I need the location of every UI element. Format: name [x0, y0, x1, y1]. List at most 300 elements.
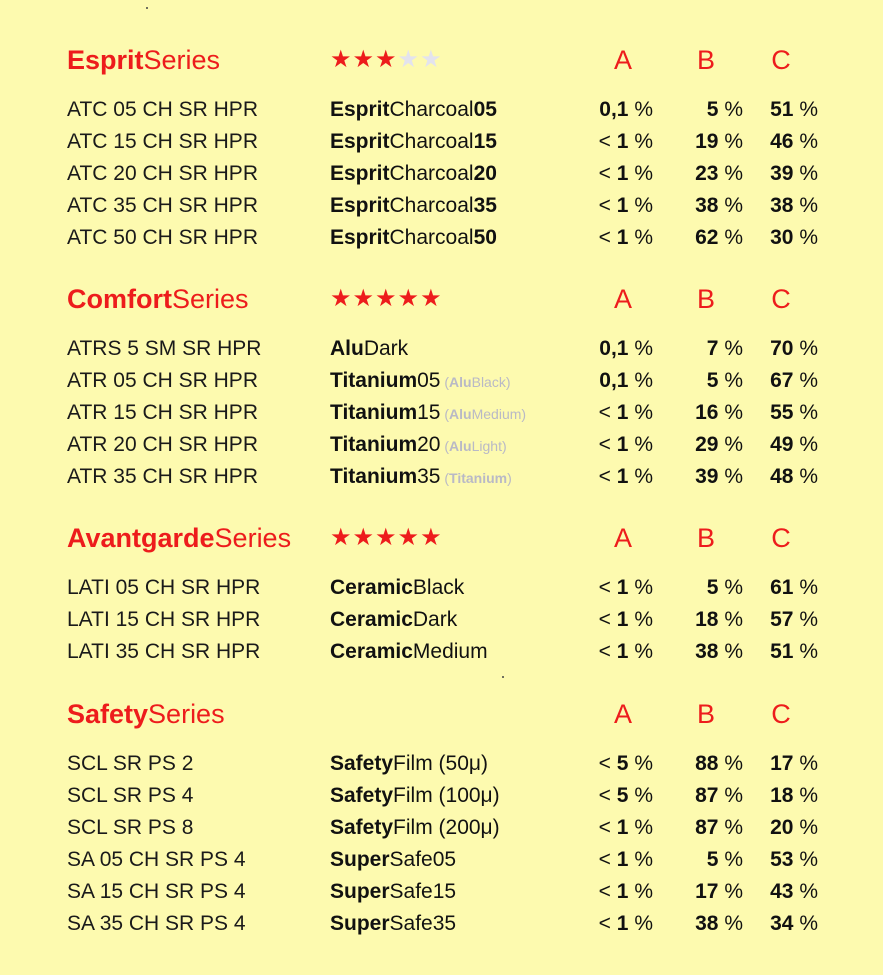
- product-name-mid: Film (50μ): [393, 752, 488, 775]
- value-b: [660, 397, 743, 429]
- value-b: [660, 365, 743, 397]
- product-name-tail: 50: [473, 226, 497, 249]
- value-a: [560, 748, 653, 780]
- percent-sign: %: [634, 465, 653, 488]
- percent-sign: %: [724, 369, 743, 392]
- value-c: [735, 604, 818, 636]
- product-name-mid: 05: [417, 369, 441, 392]
- product-name-mid: Film (100μ): [393, 784, 500, 807]
- percent-sign: %: [799, 912, 818, 935]
- percent-sign: %: [799, 401, 818, 424]
- product-name: [330, 397, 526, 430]
- value-c-number: 51: [770, 98, 794, 121]
- percent-sign: %: [634, 226, 653, 249]
- series-title-bold: Esprit: [67, 45, 144, 75]
- product-name-tail: 05: [473, 98, 497, 121]
- value-a: [560, 572, 653, 604]
- value-c-number: 67: [770, 369, 794, 392]
- product-code: ATR 15 CH SR HPR: [67, 401, 258, 424]
- star-icon: ★: [420, 46, 443, 73]
- value-c: [735, 780, 818, 812]
- product-name-mid: Charcoal: [389, 130, 474, 153]
- product-name: [330, 812, 500, 844]
- percent-sign: %: [634, 194, 653, 217]
- table-row: [0, 190, 883, 222]
- product-name-mid: 35: [417, 465, 441, 488]
- value-a: [560, 429, 653, 461]
- percent-sign: %: [799, 576, 818, 599]
- series-title-bold: Avantgarde: [67, 523, 215, 553]
- percent-sign: %: [724, 130, 743, 153]
- value-a: [560, 94, 653, 126]
- speck-mark: [146, 7, 148, 9]
- value-c-number: 18: [770, 784, 794, 807]
- value-a-prefix: <: [598, 912, 611, 935]
- column-header-c: C: [771, 699, 791, 729]
- value-a-number: 0,1: [599, 337, 629, 360]
- star-icon: ★: [330, 285, 353, 312]
- value-a-prefix: <: [598, 880, 611, 903]
- percent-sign: %: [724, 465, 743, 488]
- table-row: [0, 876, 883, 908]
- percent-sign: %: [724, 226, 743, 249]
- product-name: [330, 333, 408, 365]
- star-icon: ★: [352, 46, 376, 73]
- percent-sign: %: [724, 912, 743, 935]
- value-c: [735, 126, 818, 158]
- series-title-rest: Series: [148, 699, 225, 729]
- column-header-a: A: [613, 699, 632, 729]
- product-code: LATI 35 CH SR HPR: [67, 640, 261, 663]
- value-a: [560, 365, 653, 397]
- percent-sign: %: [799, 848, 818, 871]
- value-b: [660, 158, 743, 190]
- percent-sign: %: [799, 880, 818, 903]
- value-b-number: 18: [695, 608, 719, 631]
- percent-sign: %: [634, 640, 653, 663]
- value-a-number: 1: [616, 194, 629, 217]
- value-a: [560, 636, 653, 668]
- product-subname-rest: Light: [471, 438, 502, 454]
- value-a: [560, 158, 653, 190]
- value-b: [660, 190, 743, 222]
- value-b-number: 62: [695, 226, 719, 249]
- product-code: ATC 50 CH SR HPR: [67, 226, 258, 249]
- value-a-prefix: <: [598, 465, 611, 488]
- value-b: [660, 333, 743, 365]
- value-a-number: 1: [616, 816, 629, 839]
- percent-sign: %: [799, 162, 818, 185]
- value-c: [735, 94, 818, 126]
- column-header-c: C: [771, 523, 791, 553]
- table-row: [0, 780, 883, 812]
- product-name-bold: Titanium: [330, 465, 418, 488]
- series-title: [67, 42, 220, 78]
- percent-sign: %: [634, 608, 653, 631]
- product-name-mid: Dark: [363, 337, 409, 360]
- product-code: LATI 15 CH SR HPR: [67, 608, 261, 631]
- product-name-mid: Dark: [412, 608, 458, 631]
- percent-sign: %: [724, 194, 743, 217]
- table-row: [0, 397, 883, 429]
- value-a: [560, 908, 653, 940]
- product-name-mid: Medium: [412, 640, 488, 663]
- product-name-bold: Titanium: [330, 401, 418, 424]
- table-row: [0, 844, 883, 876]
- product-name: [330, 572, 464, 604]
- product-name-bold: Esprit: [330, 98, 390, 121]
- value-a-prefix: <: [598, 752, 611, 775]
- value-c: [735, 397, 818, 429]
- value-c-number: 20: [770, 816, 794, 839]
- series-section: [0, 520, 883, 668]
- value-b-number: 5: [706, 848, 719, 871]
- product-name-bold: Titanium: [330, 433, 418, 456]
- percent-sign: %: [724, 784, 743, 807]
- percent-sign: %: [724, 433, 743, 456]
- product-code: SCL SR PS 2: [67, 752, 194, 775]
- star-icon: ★: [375, 46, 398, 73]
- value-c: [735, 333, 818, 365]
- product-name-tail: 20: [473, 162, 497, 185]
- percent-sign: %: [799, 608, 818, 631]
- product-name-bold: Esprit: [330, 194, 390, 217]
- product-name-bold: Safety: [330, 816, 394, 839]
- value-c-number: 55: [770, 401, 794, 424]
- column-header-b: B: [696, 699, 715, 729]
- value-b: [660, 429, 743, 461]
- product-name: [330, 94, 497, 126]
- product-code: LATI 05 CH SR HPR: [67, 576, 261, 599]
- star-icon: ★: [330, 46, 353, 73]
- value-b-number: 19: [695, 130, 719, 153]
- star-rating: [330, 281, 443, 317]
- star-icon: ★: [397, 285, 421, 312]
- series-title: [67, 520, 291, 556]
- product-name-mid: Charcoal: [389, 162, 474, 185]
- product-name-bold: Super: [330, 848, 390, 871]
- column-header-c: C: [771, 45, 791, 75]
- value-b: [660, 126, 743, 158]
- value-b: [660, 604, 743, 636]
- percent-sign: %: [724, 401, 743, 424]
- product-subname-bold: Alu: [449, 374, 472, 390]
- value-b: [660, 94, 743, 126]
- star-icon: ★: [375, 285, 398, 312]
- table-row: [0, 429, 883, 461]
- product-code: SA 35 CH SR PS 4: [67, 912, 246, 935]
- series-section: [0, 42, 883, 254]
- value-c-number: 70: [770, 337, 794, 360]
- series-title: [67, 281, 249, 317]
- product-code: SCL SR PS 8: [67, 816, 194, 839]
- column-header-a: A: [613, 523, 632, 553]
- product-name-bold: Safety: [330, 784, 394, 807]
- percent-sign: %: [799, 640, 818, 663]
- series-section: [0, 281, 883, 493]
- value-c: [735, 222, 818, 254]
- value-b-number: 88: [695, 752, 719, 775]
- series-title-bold: Safety: [67, 699, 149, 729]
- percent-sign: %: [724, 816, 743, 839]
- percent-sign: %: [634, 401, 653, 424]
- value-b: [660, 780, 743, 812]
- value-c-number: 46: [770, 130, 794, 153]
- value-c-number: 48: [770, 465, 794, 488]
- value-c: [735, 365, 818, 397]
- column-header-a: A: [613, 284, 632, 314]
- value-a-number: 0,1: [599, 98, 629, 121]
- table-row: [0, 812, 883, 844]
- series-title-rest: Series: [171, 284, 249, 314]
- percent-sign: %: [634, 369, 653, 392]
- value-a-prefix: <: [598, 640, 611, 663]
- star-icon: ★: [330, 524, 353, 551]
- value-c-number: 53: [770, 848, 794, 871]
- product-code: ATC 35 CH SR HPR: [67, 194, 258, 217]
- table-row: [0, 461, 883, 493]
- series-header: [0, 520, 883, 560]
- product-name-mid: Charcoal: [389, 98, 474, 121]
- percent-sign: %: [634, 816, 653, 839]
- product-name-mid: Safe15: [389, 880, 457, 903]
- product-code: ATRS 5 SM SR HPR: [67, 337, 262, 360]
- product-subname-bold: Alu: [449, 438, 472, 454]
- series-title-bold: Comfort: [67, 284, 172, 314]
- percent-sign: %: [799, 784, 818, 807]
- product-name-mid: 20: [417, 433, 441, 456]
- product-subname-rest: Black: [471, 374, 506, 390]
- value-a-number: 1: [616, 162, 629, 185]
- product-subname-rest: Medium: [471, 406, 522, 422]
- value-a-prefix: <: [598, 784, 611, 807]
- star-icon: ★: [352, 285, 376, 312]
- percent-sign: %: [724, 608, 743, 631]
- value-b-number: 29: [695, 433, 719, 456]
- value-a: [560, 222, 653, 254]
- percent-sign: %: [634, 433, 653, 456]
- percent-sign: %: [724, 640, 743, 663]
- value-a-number: 1: [616, 401, 629, 424]
- product-name: [330, 604, 457, 636]
- product-name-mid: Film (200μ): [393, 816, 500, 839]
- value-c-number: 51: [770, 640, 794, 663]
- column-header-b: B: [696, 284, 715, 314]
- percent-sign: %: [634, 848, 653, 871]
- percent-sign: %: [634, 880, 653, 903]
- product-code: ATR 35 CH SR HPR: [67, 465, 258, 488]
- percent-sign: %: [799, 433, 818, 456]
- value-b: [660, 222, 743, 254]
- table-row: [0, 158, 883, 190]
- value-c: [735, 908, 818, 940]
- product-subname-bold: Titanium: [449, 470, 508, 486]
- percent-sign: %: [634, 162, 653, 185]
- value-a: [560, 604, 653, 636]
- value-b-number: 38: [695, 194, 719, 217]
- value-c-number: 38: [770, 194, 794, 217]
- value-c: [735, 158, 818, 190]
- product-name: [330, 222, 497, 254]
- value-a-number: 1: [616, 848, 629, 871]
- percent-sign: %: [724, 162, 743, 185]
- value-a-number: 1: [616, 576, 629, 599]
- value-c: [735, 190, 818, 222]
- value-a-prefix: <: [598, 194, 611, 217]
- value-a-number: 1: [616, 608, 629, 631]
- value-a-prefix: <: [598, 576, 611, 599]
- product-name-bold: Esprit: [330, 226, 390, 249]
- star-rating: [330, 42, 443, 78]
- percent-sign: %: [634, 784, 653, 807]
- product-subname-bold: Alu: [449, 406, 472, 422]
- product-name-tail: 35: [473, 194, 497, 217]
- percent-sign: %: [724, 752, 743, 775]
- product-name-mid: Safe05: [389, 848, 457, 871]
- value-c: [735, 876, 818, 908]
- value-b-number: 5: [706, 369, 719, 392]
- percent-sign: %: [799, 226, 818, 249]
- value-c-number: 61: [770, 576, 794, 599]
- value-a: [560, 461, 653, 493]
- value-b-number: 38: [695, 640, 719, 663]
- product-name: [330, 190, 497, 222]
- product-code: SCL SR PS 4: [67, 784, 194, 807]
- value-c-number: 39: [770, 162, 794, 185]
- value-a-number: 1: [616, 465, 629, 488]
- table-row: [0, 636, 883, 668]
- series-title-rest: Series: [214, 523, 292, 553]
- product-code: ATC 05 CH SR HPR: [67, 98, 258, 121]
- series-header: [0, 281, 883, 321]
- value-a: [560, 190, 653, 222]
- value-b: [660, 844, 743, 876]
- series-header: [0, 42, 883, 82]
- value-a: [560, 812, 653, 844]
- percent-sign: %: [724, 880, 743, 903]
- value-a-number: 1: [616, 226, 629, 249]
- value-b: [660, 748, 743, 780]
- value-b-number: 87: [695, 816, 719, 839]
- product-code: ATR 20 CH SR HPR: [67, 433, 258, 456]
- percent-sign: %: [799, 816, 818, 839]
- product-name-mid: Charcoal: [389, 194, 474, 217]
- percent-sign: %: [799, 337, 818, 360]
- star-icon: ★: [420, 524, 443, 551]
- value-c: [735, 429, 818, 461]
- value-b: [660, 461, 743, 493]
- value-a: [560, 397, 653, 429]
- column-header-b: B: [696, 523, 715, 553]
- product-name: [330, 429, 507, 462]
- percent-sign: %: [634, 337, 653, 360]
- value-c: [735, 844, 818, 876]
- value-a: [560, 844, 653, 876]
- table-row: [0, 748, 883, 780]
- percent-sign: %: [799, 130, 818, 153]
- product-subname: (Titanium): [440, 470, 512, 486]
- value-a-number: 1: [616, 912, 629, 935]
- product-name-bold: Safety: [330, 752, 394, 775]
- product-subname: (AluLight): [440, 438, 507, 454]
- series-header: [0, 696, 883, 736]
- percent-sign: %: [799, 752, 818, 775]
- value-a-number: 1: [616, 130, 629, 153]
- column-header-c: C: [771, 284, 791, 314]
- value-a-prefix: <: [598, 816, 611, 839]
- value-c: [735, 812, 818, 844]
- percent-sign: %: [634, 912, 653, 935]
- value-c: [735, 572, 818, 604]
- product-name-tail: 15: [473, 130, 497, 153]
- product-name: [330, 908, 456, 940]
- value-c-number: 57: [770, 608, 794, 631]
- value-a: [560, 780, 653, 812]
- product-name: [330, 158, 497, 190]
- value-a-number: 0,1: [599, 369, 629, 392]
- value-a-prefix: <: [598, 433, 611, 456]
- table-row: [0, 572, 883, 604]
- series-title: [67, 696, 225, 732]
- product-name-bold: Ceramic: [330, 576, 413, 599]
- product-name: [330, 876, 456, 908]
- value-b: [660, 572, 743, 604]
- table-row: [0, 333, 883, 365]
- product-name: [330, 461, 512, 494]
- value-c-number: 17: [770, 752, 794, 775]
- percent-sign: %: [724, 576, 743, 599]
- value-a-prefix: <: [598, 401, 611, 424]
- percent-sign: %: [799, 369, 818, 392]
- value-a: [560, 333, 653, 365]
- value-c: [735, 461, 818, 493]
- value-b: [660, 876, 743, 908]
- value-c: [735, 636, 818, 668]
- product-name: [330, 780, 500, 812]
- product-name-bold: Alu: [330, 337, 364, 360]
- value-a-number: 1: [616, 433, 629, 456]
- value-b-number: 23: [695, 162, 719, 185]
- product-name-mid: Safe35: [389, 912, 457, 935]
- percent-sign: %: [724, 98, 743, 121]
- percent-sign: %: [799, 98, 818, 121]
- product-name-bold: Esprit: [330, 162, 390, 185]
- value-b: [660, 812, 743, 844]
- product-code: SA 05 CH SR PS 4: [67, 848, 246, 871]
- value-b: [660, 908, 743, 940]
- product-code: ATC 20 CH SR HPR: [67, 162, 258, 185]
- value-b-number: 17: [695, 880, 719, 903]
- product-subname: (AluBlack): [440, 374, 511, 390]
- product-name-bold: Ceramic: [330, 608, 413, 631]
- percent-sign: %: [634, 576, 653, 599]
- value-b-number: 5: [706, 98, 719, 121]
- percent-sign: %: [634, 130, 653, 153]
- value-b-number: 39: [695, 465, 719, 488]
- value-a-prefix: <: [598, 608, 611, 631]
- star-icon: ★: [397, 46, 421, 73]
- speck-mark: [502, 676, 504, 678]
- product-name: [330, 365, 511, 398]
- series-section: [0, 696, 883, 940]
- value-a-prefix: <: [598, 130, 611, 153]
- value-a-number: 5: [616, 784, 629, 807]
- product-name-mid: Charcoal: [389, 226, 474, 249]
- product-name-bold: Super: [330, 912, 390, 935]
- star-icon: ★: [420, 285, 443, 312]
- value-a-number: 1: [616, 640, 629, 663]
- percent-sign: %: [799, 194, 818, 217]
